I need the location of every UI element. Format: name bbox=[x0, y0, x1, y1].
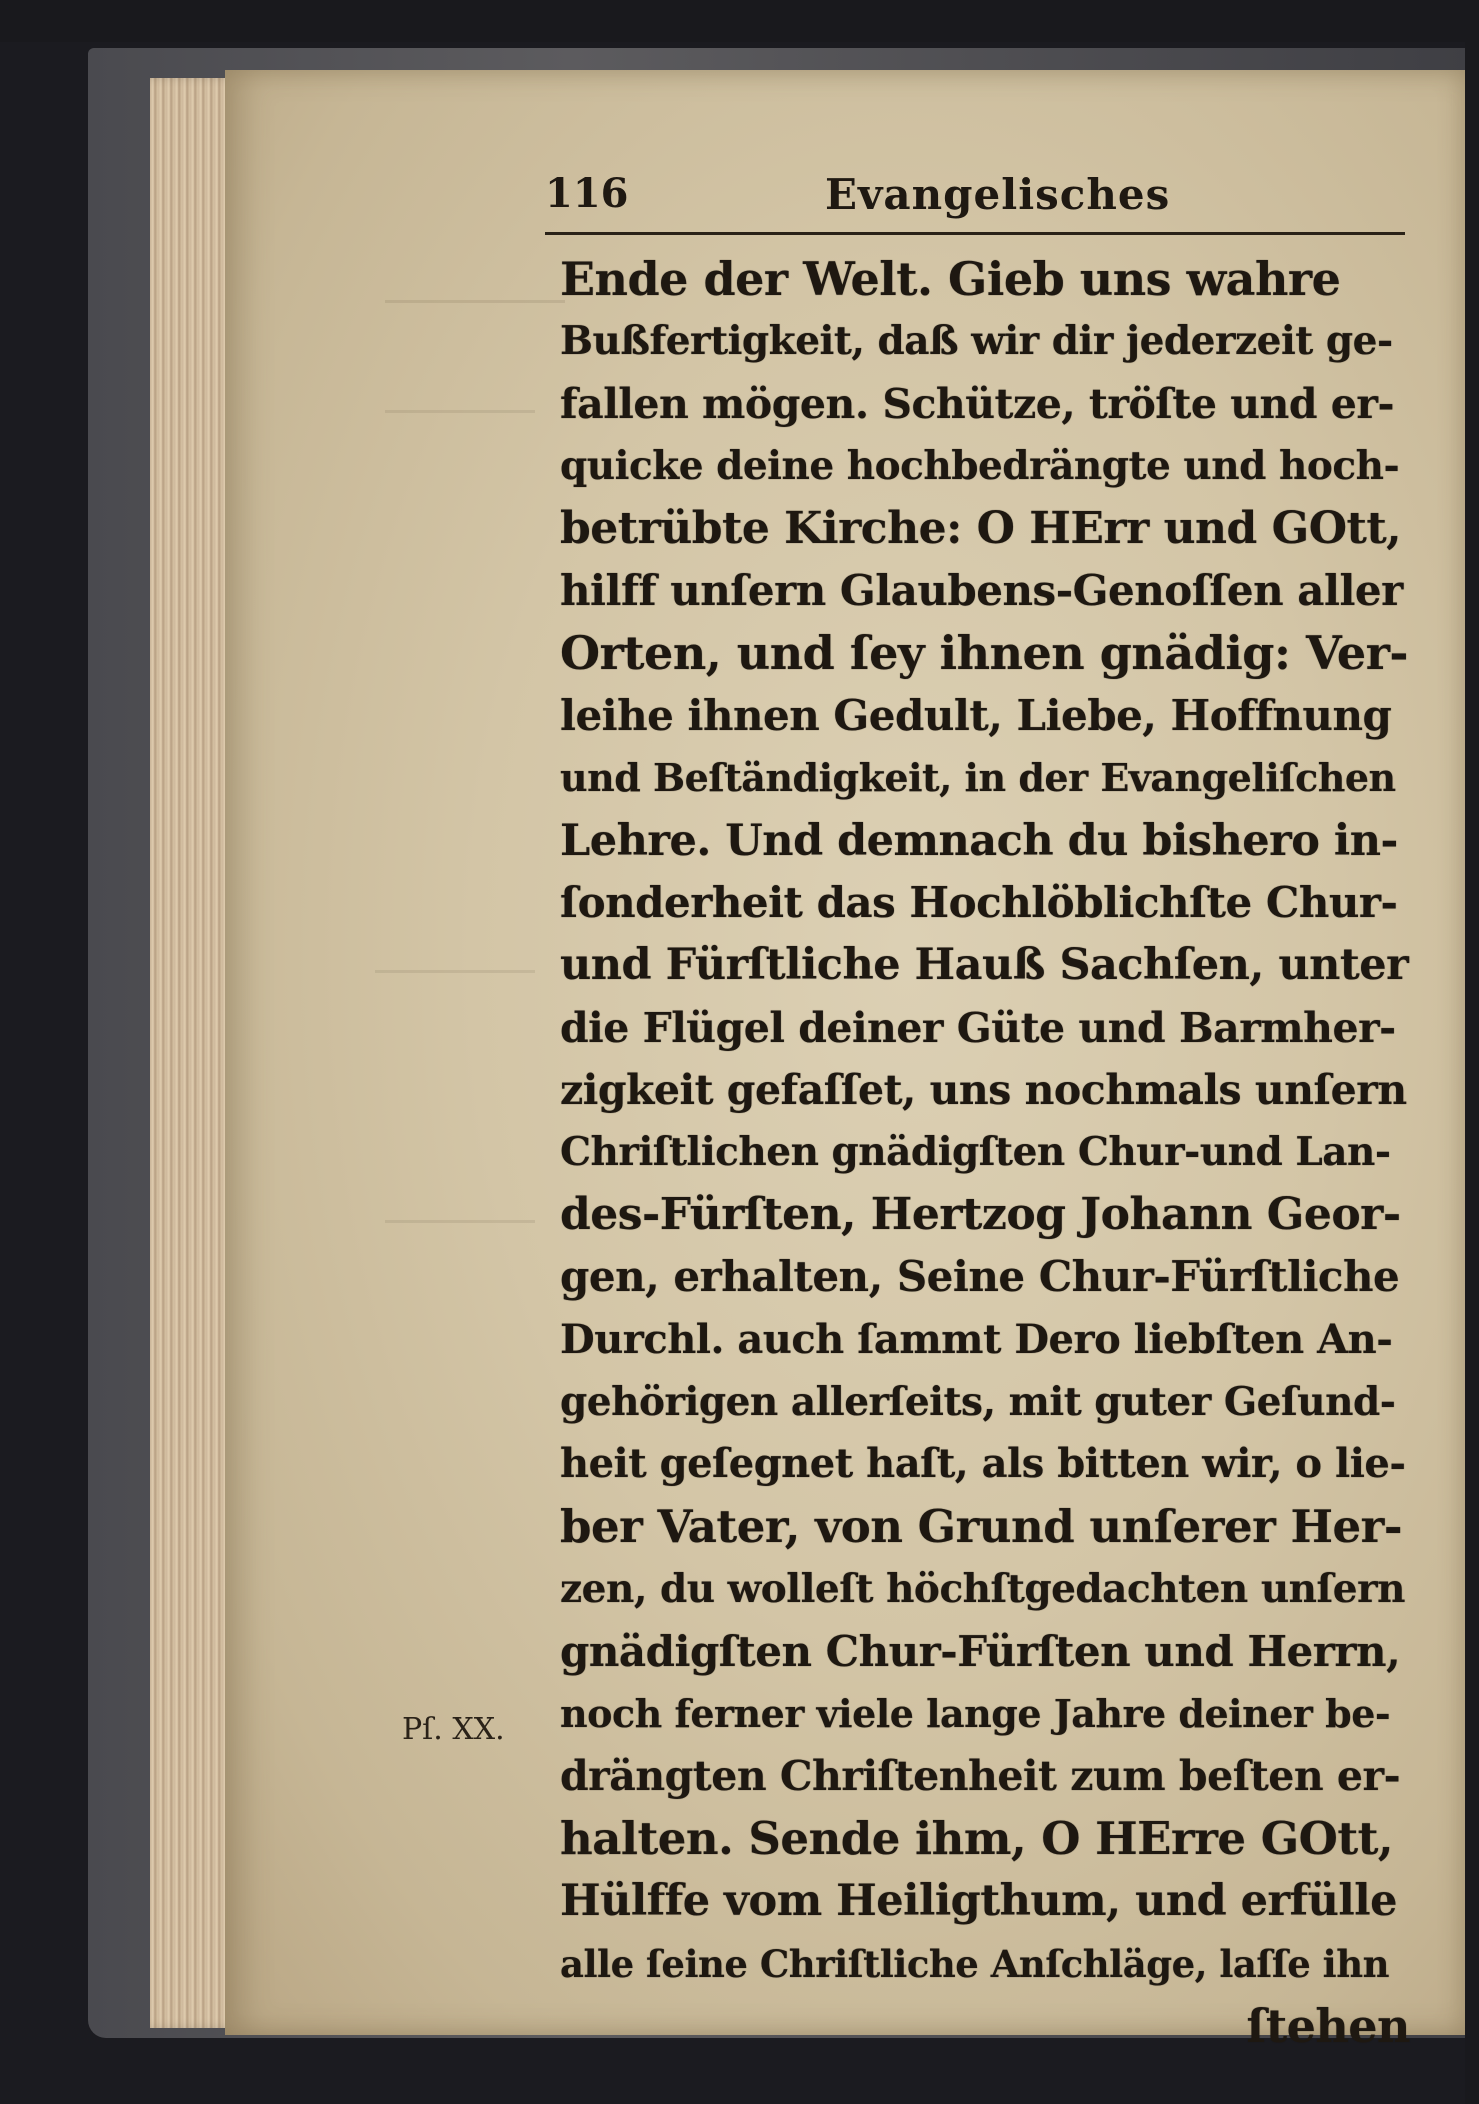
text-line: Hülffe vom Heiligthum, und erfülle bbox=[560, 1876, 1397, 1927]
scanner-border-right bbox=[1465, 0, 1479, 2104]
body-text bbox=[560, 248, 1410, 2057]
text-line: fallen mögen. Schütze, tröſte und er- bbox=[560, 379, 1394, 428]
text-line: ber Vater, von Grund unſerer Her- bbox=[560, 1499, 1403, 1553]
bleed-through-mark bbox=[385, 1220, 535, 1227]
header-rule bbox=[545, 232, 1405, 235]
text-line: alle ſeine Chriſtliche Anſchläge, laſſe ihn bbox=[560, 1941, 1390, 1986]
text-line: und Beſtändigkeit, in der Evangeliſchen bbox=[560, 755, 1396, 801]
catchword: ſtehen bbox=[1246, 1998, 1410, 2053]
text-line: drängten Chriſtenheit zum beſten er- bbox=[560, 1752, 1401, 1801]
text-line: leihe ihnen Gedult, Liebe, Hoffnung bbox=[560, 690, 1392, 740]
text-line: gehörigen allerſeits, mit guter Geſund- bbox=[560, 1379, 1396, 1426]
text-line: Ende der Welt. Gieb uns wahre bbox=[560, 252, 1341, 306]
text-line: Chriſtlichen gnädigſten Chur-und Lan- bbox=[560, 1129, 1391, 1176]
margin-reference: Pſ. XX. bbox=[402, 1712, 505, 1747]
text-line: noch ferner viele lange Jahre deiner be- bbox=[560, 1690, 1391, 1736]
text-line: Lehre. Und demnach du bishero in- bbox=[560, 815, 1398, 866]
text-line: betrübte Kirche: O HErr und GOtt, bbox=[560, 502, 1402, 554]
text-line: gnädigſten Chur-Fürſten und Herrn, bbox=[560, 1626, 1401, 1676]
text-line: und Fürſtliche Hauß Sachſen, unter bbox=[560, 940, 1409, 991]
text-line: ſonderheit das Hochlöblichſte Chur- bbox=[560, 877, 1398, 927]
text-line: die Flügel deiner Güte und Barmher- bbox=[560, 1003, 1396, 1052]
text-line: heit geſegnet haſt, als bitten wir, o lie- bbox=[560, 1440, 1406, 1488]
text-line: halten. Sende ihm, O HErre GOtt, bbox=[560, 1811, 1394, 1865]
bleed-through-mark bbox=[385, 410, 535, 417]
text-line: zigkeit gefaſſet, uns nochmals unſern bbox=[560, 1066, 1407, 1115]
text-line: zen, du wolleſt höchſtgedachten unſern bbox=[560, 1566, 1406, 1613]
running-head-title: Evangelisches bbox=[825, 170, 1171, 219]
running-head bbox=[545, 170, 1405, 240]
text-line: quicke deine hochbedrängte und hoch- bbox=[560, 443, 1400, 490]
page-number: 116 bbox=[545, 170, 629, 217]
text-line: Orten, und ſey ihnen gnädig: Ver- bbox=[560, 626, 1409, 681]
bleed-through-mark bbox=[375, 970, 535, 977]
text-line: hilff unſern Glaubens-Genoſſen aller bbox=[560, 565, 1403, 615]
bleed-through-mark bbox=[385, 300, 565, 307]
text-line: gen, erhalten, Seine Chur-Fürſtliche bbox=[560, 1252, 1400, 1302]
text-line: des-Fürſten, Hertzog Johann Geor- bbox=[560, 1188, 1401, 1240]
text-line: Durchl. auch ſammt Dero liebſten An- bbox=[560, 1315, 1393, 1363]
scanner-border-top bbox=[0, 0, 1479, 42]
text-line: Bußfertigkeit, daß wir dir jederzeit ge- bbox=[560, 318, 1393, 365]
